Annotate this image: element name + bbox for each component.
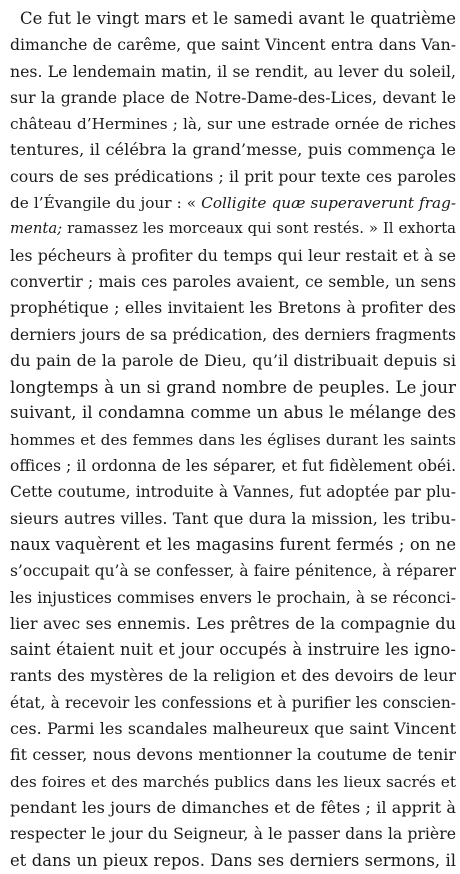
text-line <box>10 795 456 821</box>
text-span: naux vaquèrent et les magasins furent fermés ; on ne <box>10 534 456 554</box>
text-line <box>10 453 456 479</box>
text-line <box>10 6 456 32</box>
text-line <box>10 295 456 321</box>
text-span: cours de ses prédications ; il prit pour texte ces paroles <box>10 166 456 186</box>
text-span: prophétique ; elles invitaient les Bretons à profiter des <box>10 298 456 318</box>
text-line <box>10 348 456 374</box>
text-span: et dans un pieux repos. Dans ses derniers sermons, il <box>10 850 456 870</box>
text-line <box>10 111 456 137</box>
document-page <box>10 6 456 874</box>
text-line <box>10 769 456 795</box>
text-span: sur la grande place de Notre-Dame-des-Lices, devant le <box>10 87 456 107</box>
text-span: ramassez les morceaux qui sont restés. » Il exhorta <box>62 220 456 238</box>
text-line <box>10 611 456 637</box>
text-span: hommes et des femmes dans les églises durant les saints <box>10 430 456 449</box>
text-line <box>10 164 456 190</box>
text-line <box>10 742 456 768</box>
text-span: s’occupait qu’à se confesser, à faire pénitence, à réparer <box>10 562 456 581</box>
text-line <box>10 848 456 874</box>
text-span: des foires et des marchés publics dans les lieux sacrés et <box>10 772 456 791</box>
text-span: convertir ; mais ces paroles avaient, ce semble, un sens <box>10 271 456 291</box>
italic-text: menta; <box>10 220 63 238</box>
text-span: rants des mystères de la religion et des devoirs de leur <box>10 666 456 686</box>
text-line <box>10 821 456 847</box>
text-line <box>10 637 456 663</box>
text-span: ces. Parmi les scandales malheureux que saint Vincent <box>10 719 456 739</box>
text-span: fit cesser, nous devons mentionner la coutume de tenir <box>10 745 456 765</box>
text-line <box>10 190 456 216</box>
text-span: offices ; il ordonna de les séparer, et fut fidèlement obéi. <box>10 457 456 476</box>
text-span: suivant, il condamna comme un abus le mélange des <box>10 403 456 423</box>
text-line <box>10 663 456 689</box>
text-span: les injustices commises envers le prochain, à se réconci- <box>10 588 456 607</box>
text-line <box>10 558 456 584</box>
text-span: château d’Hermines ; là, sur une estrade ornée de riches <box>10 115 456 134</box>
text-span: derniers jours de sa prédication, des derniers fragments <box>10 325 456 344</box>
text-line <box>10 532 456 558</box>
text-line <box>10 690 456 716</box>
text-span: respecter le jour du Seigneur, à le passer dans la prière <box>10 824 456 844</box>
italic-text: Colligite quæ superaverunt frag- <box>201 194 456 213</box>
paragraph <box>10 6 456 874</box>
text-line <box>10 216 456 242</box>
text-line <box>10 506 456 532</box>
text-span: sieurs autres villes. Tant que dura la mission, les tribu- <box>10 508 456 528</box>
text-line <box>10 85 456 111</box>
text-line <box>10 137 456 163</box>
text-span: du pain de la parole de Dieu, qu’il distribuait depuis si <box>10 350 456 370</box>
text-line <box>10 322 456 348</box>
text-span: les pécheurs à profiter du temps qui leur restait et à se <box>10 245 456 265</box>
text-line <box>10 374 456 400</box>
text-span: Cette coutume, introduite à Vannes, fut adoptée par plu- <box>10 483 456 502</box>
text-span: longtemps à un si grand nombre de peuples. Le jour <box>10 377 456 398</box>
text-span: tentures, il célébra la grand’messe, puis commença le <box>10 140 456 160</box>
text-span: état, à recevoir les confessions et à purifier les conscien- <box>10 693 456 712</box>
text-line <box>10 243 456 269</box>
text-span: de l’Évangile du jour : « <box>10 194 202 213</box>
text-line <box>10 427 456 453</box>
text-line <box>10 716 456 742</box>
text-span: nes. Le lendemain matin, il se rendit, au lever du soleil, <box>10 61 456 81</box>
text-span: dimanche de carême, que saint Vincent entra dans Van- <box>10 35 456 55</box>
text-line <box>10 479 456 505</box>
text-line <box>10 32 456 58</box>
text-line <box>10 400 456 426</box>
text-span: pendant les jours de dimanches et de fêtes ; il apprit à <box>10 797 456 817</box>
text-span: lier avec ses ennemis. Les prêtres de la compagnie du <box>10 613 456 633</box>
text-line <box>10 269 456 295</box>
text-span: Ce fut le vingt mars et le samedi avant le quatrième <box>20 9 456 28</box>
text-span: saint étaient nuit et jour occupés à instruire les igno- <box>10 640 456 660</box>
text-line <box>10 585 456 611</box>
text-line <box>10 59 456 85</box>
